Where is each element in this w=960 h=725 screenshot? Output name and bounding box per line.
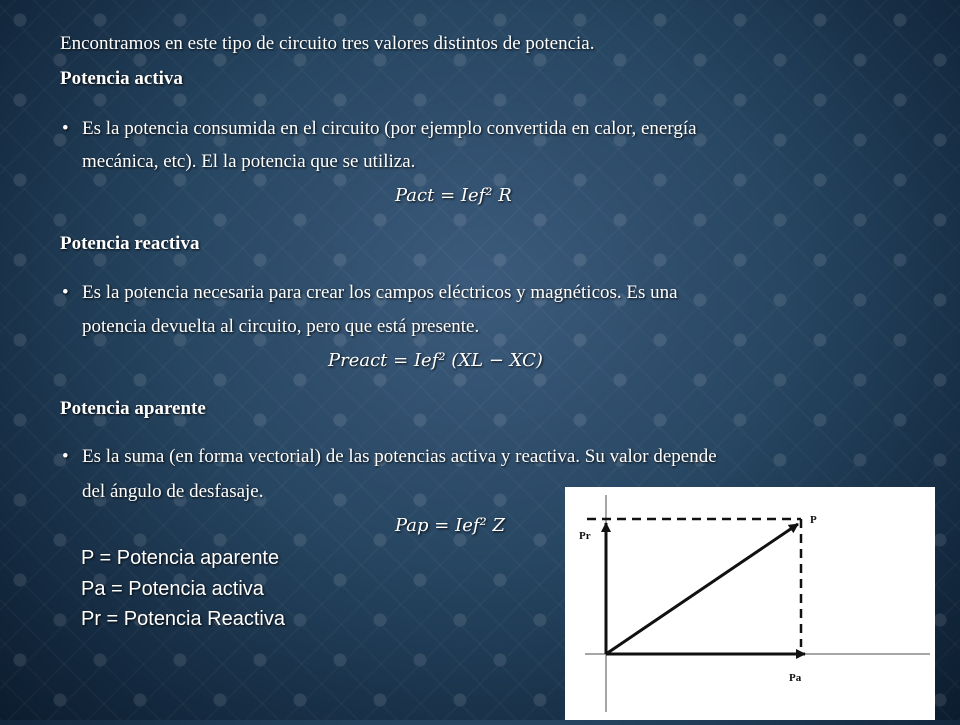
heading-potencia-activa: Potencia activa <box>60 68 183 89</box>
legend-pr: Pr = Potencia Reactiva <box>81 608 285 630</box>
reactiva-text-line2: potencia devuelta al circuito, pero que está presente. <box>82 316 480 337</box>
label-pr: Pr <box>579 530 591 542</box>
legend-p: P = Potencia aparente <box>81 547 280 569</box>
reactiva-text-line1: Es la potencia necesaria para crear los campos eléctricos y magnéticos. Es una <box>82 282 678 303</box>
label-pa: Pa <box>789 672 802 684</box>
power-triangle-diagram <box>565 487 935 720</box>
activa-text-line2: mecánica, etc). El la potencia que se utiliza. <box>82 151 416 172</box>
legend-pa: Pa = Potencia activa <box>81 578 264 600</box>
formula-pap: Pap = Ief² Z <box>395 515 505 536</box>
bullet-marker: • <box>62 446 69 467</box>
heading-potencia-reactiva: Potencia reactiva <box>60 233 200 254</box>
heading-potencia-aparente: Potencia aparente <box>60 398 206 419</box>
aparente-text-line2: del ángulo de desfasaje. <box>82 481 264 502</box>
intro-text: Encontramos en este tipo de circuito tres valores distintos de potencia. <box>60 33 595 54</box>
formula-preact: Preact = Ief² (XL − XC) <box>328 350 543 371</box>
activa-text-line1: Es la potencia consumida en el circuito (por ejemplo convertida en calor, energía <box>82 118 697 139</box>
aparente-text-line1: Es la suma (en forma vectorial) de las potencias activa y reactiva. Su valor depende <box>82 446 717 467</box>
bullet-marker: • <box>62 282 69 303</box>
power-triangle-svg <box>565 487 935 720</box>
p-vector <box>606 524 798 654</box>
formula-pact: Pact = Ief² R <box>395 185 512 206</box>
label-p: P <box>810 514 817 526</box>
bullet-marker: • <box>62 118 69 139</box>
